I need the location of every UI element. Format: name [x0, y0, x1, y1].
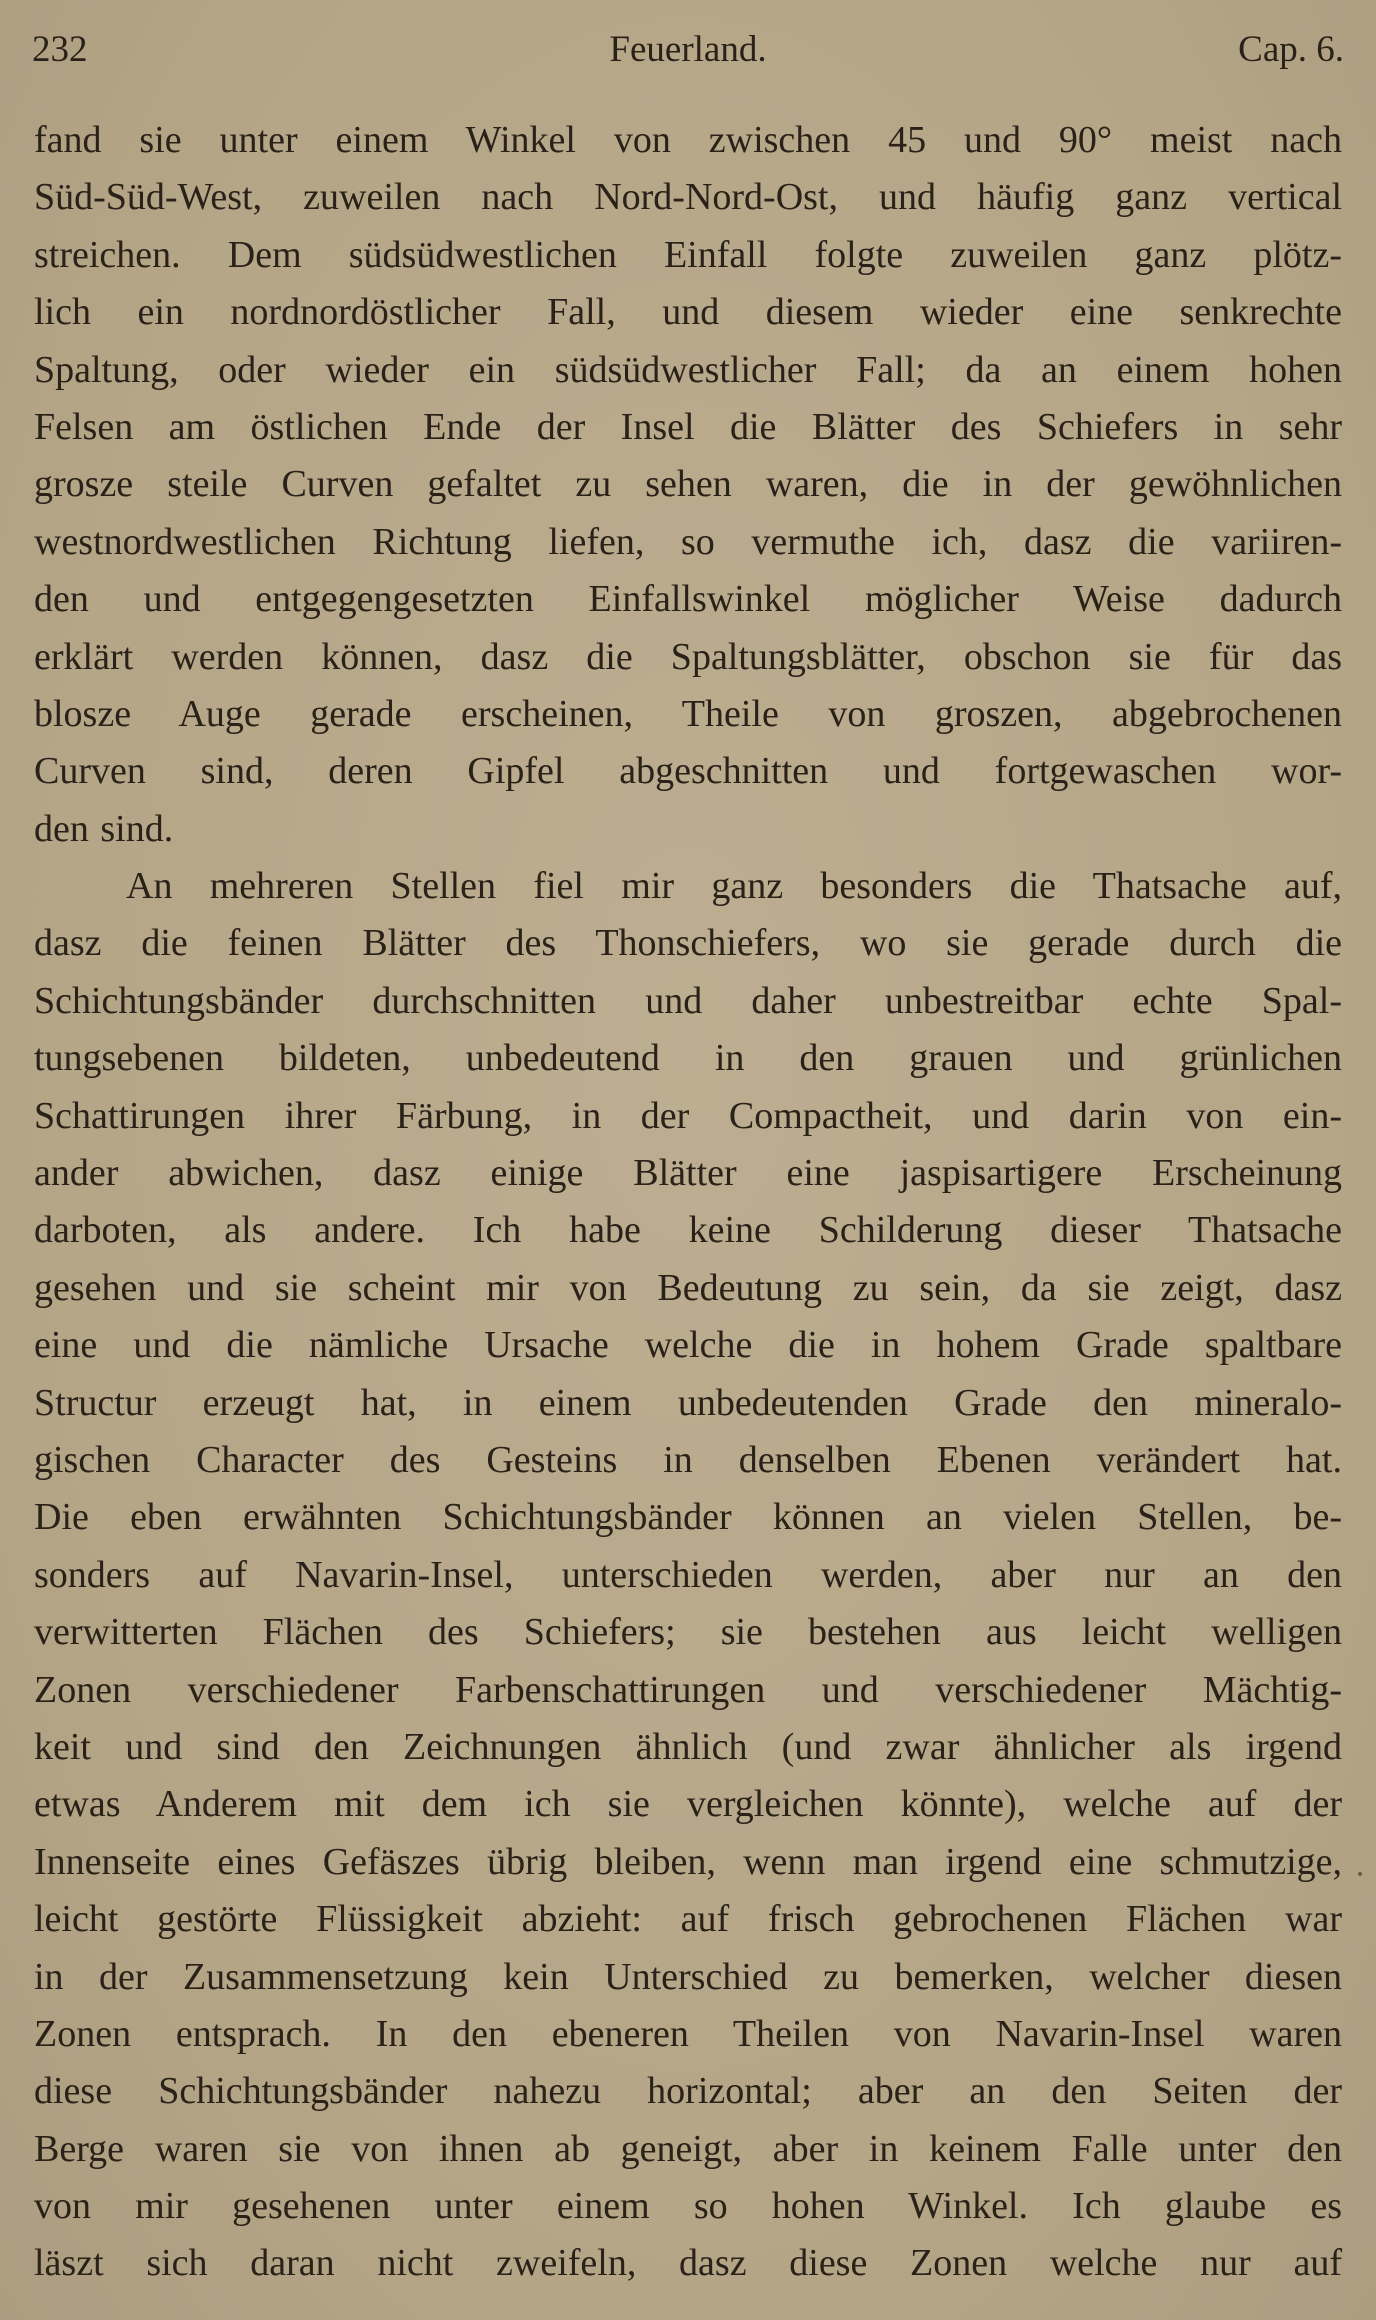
text-line: westnordwestlichen Richtung liefen, so vermuthe ich, dasz die variiren-	[34, 520, 1342, 563]
text-line: lich ein nordnordöstlicher Fall, und diesem wieder eine senkrechte	[34, 291, 1342, 334]
text-line: Innenseite eines Gefäszes übrig bleiben, wenn man irgend eine schmutzige,	[34, 1840, 1342, 1883]
text-line: Curven sind, deren Gipfel abgeschnitten und fortgewaschen wor-	[34, 750, 1342, 793]
paragraph-1	[34, 112, 1342, 858]
text-line: gesehen und sie scheint mir von Bedeutung zu sein, da sie zeigt, dasz	[34, 1266, 1342, 1309]
text-line: sonders auf Navarin-Insel, unterschieden werden, aber nur an den	[34, 1553, 1342, 1596]
text-line: Schichtungsbänder durchschnitten und daher unbestreitbar echte Spal-	[34, 979, 1342, 1022]
text-line: Schattirungen ihrer Färbung, in der Compactheit, und darin von ein-	[34, 1094, 1342, 1137]
text-line: Berge waren sie von ihnen ab geneigt, aber in keinem Falle unter den	[34, 2127, 1342, 2170]
chapter-reference: Cap. 6.	[1238, 29, 1344, 70]
text-line: grosze steile Curven gefaltet zu sehen waren, die in der gewöhnlichen	[34, 463, 1342, 506]
margin-speck	[1358, 1872, 1362, 1876]
text-line: dasz die feinen Blätter des Thonschiefers, wo sie gerade durch die	[34, 922, 1342, 965]
text-line: ander abwichen, dasz einige Blätter eine jaspisartigere Erscheinung	[34, 1152, 1342, 1195]
paragraph-2	[34, 858, 1342, 2293]
text-line: Die eben erwähnten Schichtungsbänder können an vielen Stellen, be-	[34, 1496, 1342, 1539]
text-line: etwas Anderem mit dem ich sie vergleichen könnte), welche auf der	[34, 1783, 1342, 1826]
text-line: verwitterten Flächen des Schiefers; sie bestehen aus leicht welligen	[34, 1611, 1342, 1654]
text-line: in der Zusammensetzung kein Unterschied zu bemerken, welcher diesen	[34, 1955, 1342, 1998]
text-line: eine und die nämliche Ursache welche die in hohem Grade spaltbare	[34, 1324, 1342, 1367]
text-line: streichen. Dem südsüdwestlichen Einfall folgte zuweilen ganz plötz-	[34, 233, 1342, 276]
text-line: den und entgegengesetzten Einfallswinkel möglicher Weise dadurch	[34, 578, 1342, 621]
page-header	[32, 22, 1344, 78]
text-line: Zonen entsprach. In den ebeneren Theilen von Navarin-Insel waren	[34, 2012, 1342, 2055]
text-line: keit und sind den Zeichnungen ähnlich (und zwar ähnlicher als irgend	[34, 1725, 1342, 1768]
text-line: darboten, als andere. Ich habe keine Schilderung dieser Thatsache	[34, 1209, 1342, 1252]
text-line: Zonen verschiedener Farbenschattirungen und verschiedener Mächtig-	[34, 1668, 1342, 1711]
text-line: Structur erzeugt hat, in einem unbedeutenden Grade den mineralo-	[34, 1381, 1342, 1424]
body-text	[34, 112, 1342, 2293]
text-line: fand sie unter einem Winkel von zwischen 45 und 90° meist nach	[34, 119, 1342, 161]
text-line: An mehreren Stellen fiel mir ganz besonders die Thatsache auf,	[126, 865, 1342, 908]
text-line: den sind.	[34, 807, 174, 850]
text-line: Spaltung, oder wieder ein südsüdwestlicher Fall; da an einem hohen	[34, 348, 1342, 391]
running-title: Feuerland.	[609, 29, 767, 70]
text-line: blosze Auge gerade erscheinen, Theile von groszen, abgebrochenen	[34, 692, 1342, 735]
text-line: Süd-Süd-West, zuweilen nach Nord-Nord-Ost, und häufig ganz vertical	[34, 176, 1342, 219]
text-line: diese Schichtungsbänder nahezu horizontal; aber an den Seiten der	[34, 2070, 1342, 2113]
text-line: Felsen am östlichen Ende der Insel die Blätter des Schiefers in sehr	[34, 405, 1342, 448]
text-line: gischen Character des Gesteins in denselben Ebenen verändert hat.	[34, 1438, 1342, 1481]
text-line: leicht gestörte Flüssigkeit abzieht: auf frisch gebrochenen Flächen war	[34, 1898, 1342, 1941]
page-number: 232	[32, 29, 88, 70]
text-line: von mir gesehenen unter einem so hohen Winkel. Ich glaube es	[34, 2185, 1342, 2228]
text-line: tungsebenen bildeten, unbedeutend in den grauen und grünlichen	[34, 1037, 1342, 1080]
text-line: läszt sich daran nicht zweifeln, dasz diese Zonen welche nur auf	[34, 2242, 1342, 2285]
text-line: erklärt werden können, dasz die Spaltungsblätter, obschon sie für das	[34, 635, 1342, 678]
